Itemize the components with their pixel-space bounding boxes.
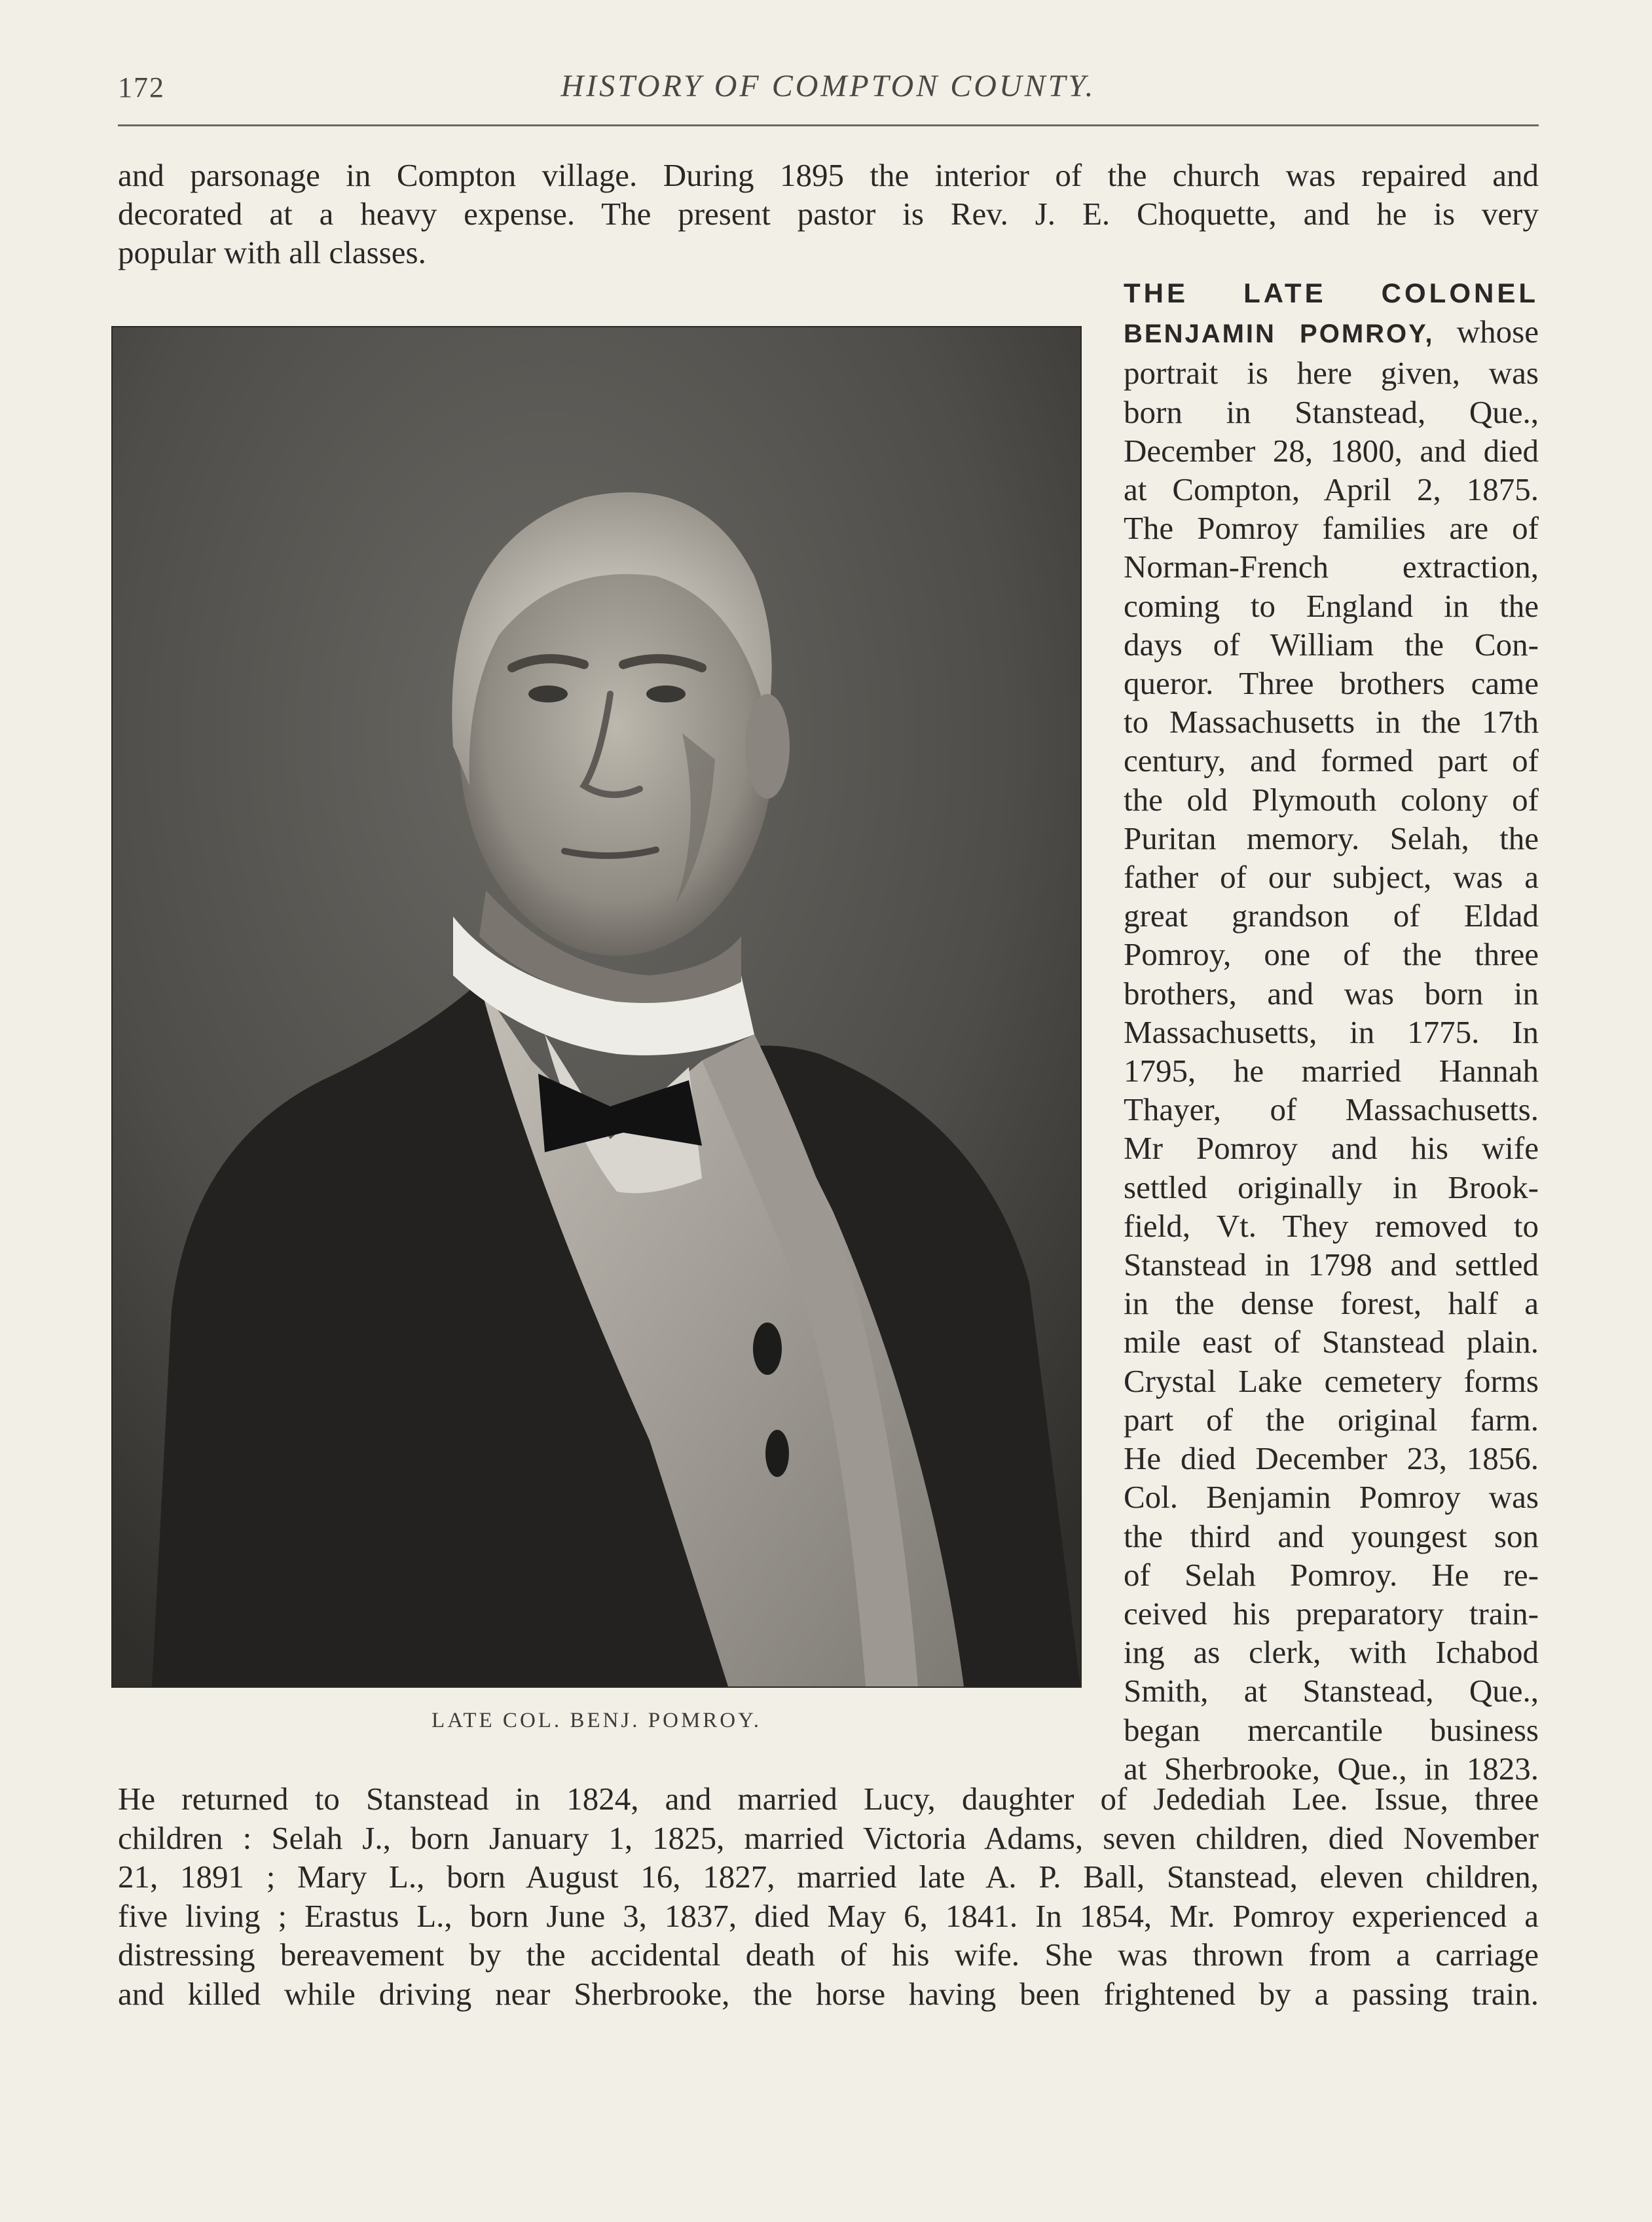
closing-paragraph <box>118 1779 1539 2013</box>
text-line: Puritan memory. Selah, the <box>1124 820 1539 856</box>
header-rule <box>118 124 1539 126</box>
text-line: He died December 23, 1856. <box>1124 1440 1539 1477</box>
text-line: portrait is here given, was <box>1124 355 1539 392</box>
text-line: 1795, he married Hannah <box>1124 1053 1539 1089</box>
text-line: Smith, at Stanstead, Que., <box>1124 1673 1539 1709</box>
text-line: the old Plymouth colony of <box>1124 781 1539 818</box>
text-line: brothers, and was born in <box>1124 975 1539 1011</box>
text-line: Thayer, of Massachusetts. <box>1124 1091 1539 1128</box>
text-line: five living ; Erastus L., born June 3, 1837, died May 6, 1841. In 1854, Mr. Pomroy experienced a <box>118 1897 1539 1934</box>
text-line: at Compton, April 2, 1875. <box>1124 471 1539 508</box>
text-line: century, and formed part of <box>1124 742 1539 779</box>
running-head: HISTORY OF COMPTON COUNTY. <box>560 69 1096 103</box>
text-line: began mercantile business <box>1124 1711 1539 1748</box>
portrait-caption: LATE COL. BENJ. POMROY. <box>431 1709 762 1732</box>
text-line: coming to England in the <box>1124 587 1539 624</box>
text-line: born in Stanstead, Que., <box>1124 393 1539 430</box>
text-line: Col. Benjamin Pomroy was <box>1124 1479 1539 1516</box>
text-line: children : Selah J., born January 1, 1825, married Victoria Adams, seven children, died November <box>118 1819 1539 1856</box>
page-number: 172 <box>118 71 165 103</box>
sidebar-column <box>1124 274 1539 1788</box>
text-line: Norman-French extraction, <box>1124 549 1539 585</box>
text-line: December 28, 1800, and died <box>1124 432 1539 469</box>
text-line: field, Vt. They removed to <box>1124 1207 1539 1244</box>
text-line: He returned to Stanstead in 1824, and married Lucy, daughter of Jedediah Lee. Issue, three <box>118 1781 1539 1817</box>
name-tail: whose <box>1456 314 1539 350</box>
text-line: part of the original farm. <box>1124 1401 1539 1438</box>
text-line: father of our subject, was a <box>1124 859 1539 896</box>
text-line: Massachusetts, in 1775. In <box>1124 1013 1539 1050</box>
text-line: Pomroy, one of the three <box>1124 936 1539 973</box>
text-line: Crystal Lake cemetery forms <box>1124 1362 1539 1399</box>
portrait-illustration <box>113 327 1080 1686</box>
text-line: and parsonage in Compton village. During 1895 the interior of the church was repaired and <box>118 157 1539 193</box>
intro-paragraph <box>118 156 1539 272</box>
heading-name-line <box>1124 312 1539 354</box>
section-heading: THE LATE COLONEL <box>1124 278 1539 308</box>
text-line: ing as clerk, with Ichabod <box>1124 1634 1539 1671</box>
text-line: ceived his preparatory train- <box>1124 1595 1539 1631</box>
text-line: and killed while driving near Sherbrooke, the horse having been frightened by a passing train. <box>118 1975 1539 2012</box>
text-line: of Selah Pomroy. He re- <box>1124 1556 1539 1593</box>
text-line: mile east of Stanstead plain. <box>1124 1324 1539 1360</box>
text-line: popular with all classes. <box>118 234 426 270</box>
text-line: great grandson of Eldad <box>1124 898 1539 934</box>
text-line: 21, 1891 ; Mary L., born August 16, 1827, married late A. P. Ball, Stanstead, eleven children, <box>118 1859 1539 1895</box>
text-line: decorated at a heavy expense. The present pastor is Rev. J. E. Choquette, and he is very <box>118 196 1539 232</box>
text-line: to Massachusetts in the 17th <box>1124 704 1539 740</box>
text-line: at Sherbrooke, Que., in 1823. <box>1124 1750 1539 1787</box>
text-line: Stanstead in 1798 and settled <box>1124 1247 1539 1283</box>
text-line: in the dense forest, half a <box>1124 1285 1539 1322</box>
text-line: the third and youngest son <box>1124 1518 1539 1554</box>
text-line: queror. Three brothers came <box>1124 665 1539 702</box>
text-line: The Pomroy families are of <box>1124 510 1539 547</box>
subject-name: BENJAMIN POMROY, <box>1124 319 1435 349</box>
text-line: settled originally in Brook- <box>1124 1169 1539 1205</box>
text-line: Mr Pomroy and his wife <box>1124 1130 1539 1167</box>
text-line: days of William the Con- <box>1124 626 1539 663</box>
text-line: distressing bereavement by the accidental death of his wife. She was thrown from a carriage <box>118 1937 1539 1973</box>
portrait-photograph <box>113 327 1080 1686</box>
